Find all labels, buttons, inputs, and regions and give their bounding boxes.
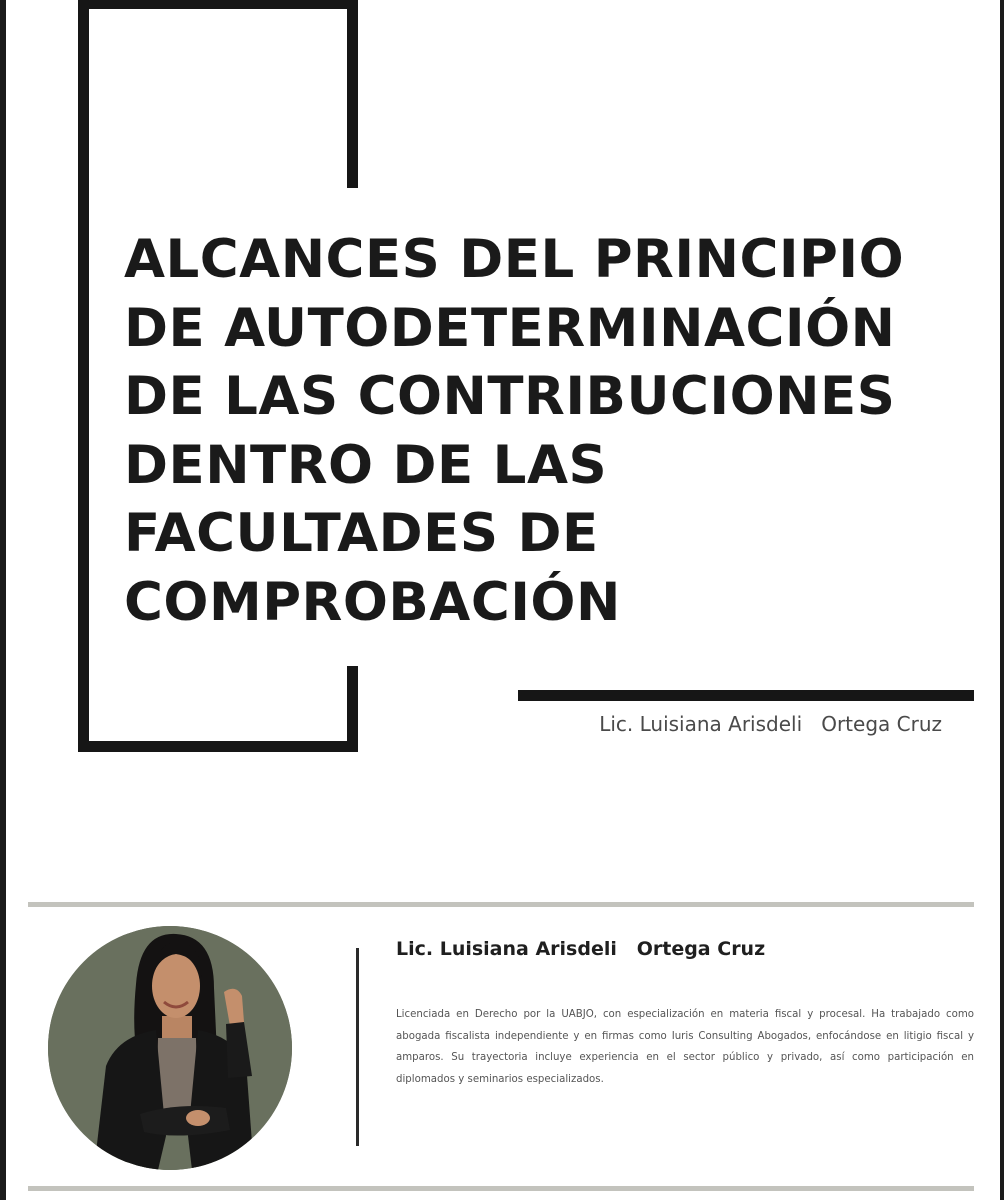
title-line: COMPROBACIÓN [124,571,621,633]
frame-left-bar [78,0,89,752]
frame-top-bar [78,0,358,9]
right-border [1000,0,1004,1200]
bio-description: Licenciada en Derecho por la UABJO, con especialización en materia fiscal y procesal. Ha trabajado como abogada fiscalista independiente y en firmas como Iuris Consulting Abogados, enfocándose en litigio fiscal y amparos. Su trayectoria incluye experiencia en el sector público y privado, así como participación en diplomados y seminarios especializados. [396,1009,974,1085]
cover-author: Lic. Luisiana Arisdeli Ortega Cruz [599,712,942,736]
title-line: DENTRO DE LAS [124,434,608,496]
frame-right-lower-bar [347,666,358,752]
title-line: ALCANCES DEL PRINCIPIO [124,229,905,290]
section-divider-bottom [28,1186,974,1191]
title-line: FACULTADES DE [124,503,599,564]
bio-separator-line [356,948,359,1146]
portrait-illustration [48,926,292,1170]
frame-right-upper-bar [347,0,358,188]
section-divider-top [28,902,974,907]
frame-bottom-bar [78,741,358,752]
author-rule [518,690,974,701]
title-line: DE AUTODETERMINACIÓN [124,297,896,359]
title-line: DE LAS CONTRIBUCIONES [124,366,896,427]
author-portrait [48,926,292,1170]
bio-author-name: Lic. Luisiana Arisdeli Ortega Cruz [396,938,766,960]
document-title [124,226,994,637]
left-border [0,0,6,1200]
